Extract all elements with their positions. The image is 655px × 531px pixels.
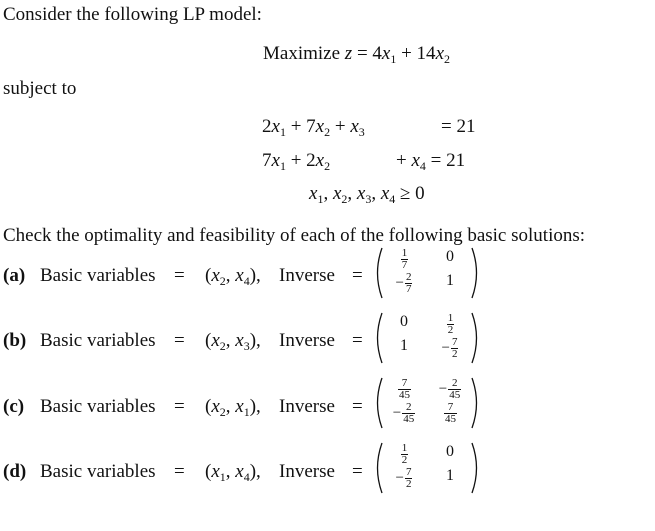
matrix-cell-21: − $\frac{7}{2}$ xyxy=(395,466,412,490)
equals-sign: = xyxy=(174,461,185,482)
equals-sign: = xyxy=(352,396,363,417)
left-paren-icon xyxy=(372,246,384,300)
solution-label: (b) xyxy=(3,330,27,351)
matrix-cell-22: − $\frac{7}{2}$ xyxy=(441,336,458,360)
matrix-cell-22: 1 xyxy=(446,467,454,484)
equals-sign: = xyxy=(352,330,363,351)
constraint-1: $2x_1 + 7x_2 + x_3$ xyxy=(262,116,365,139)
matrix-cell-22: $\frac{7}{45}$ xyxy=(445,401,456,425)
equals-sign: = xyxy=(174,396,185,417)
inverse-label: Inverse xyxy=(279,265,335,286)
right-paren-icon xyxy=(470,441,482,495)
matrix-cell-12: $\frac{1}{2}$ xyxy=(447,312,454,336)
matrix-cell-11: 0 xyxy=(400,313,408,330)
basic-variables-label: Basic variables xyxy=(40,461,156,482)
basic-variables-set: ($x_2$, $x_3$), xyxy=(205,330,261,353)
matrix-cell-12: 0 xyxy=(446,248,454,265)
basic-variables-label: Basic variables xyxy=(40,265,156,286)
matrix-cell-21: 1 xyxy=(400,337,408,354)
inverse-matrix-d xyxy=(372,441,482,495)
constraint-2-rhs: + $x_4 = 21$ xyxy=(396,150,466,173)
intro-text: Consider the following LP model: xyxy=(3,4,262,25)
basic-variables-set: ($x_1$, $x_4$), xyxy=(205,461,261,484)
equals-sign: = xyxy=(352,461,363,482)
solution-label: (a) xyxy=(3,265,26,286)
matrix-cell-11: $\frac{7}{45}$ xyxy=(399,377,410,401)
solution-label: (d) xyxy=(3,461,27,482)
matrix-cell-11: $\frac{1}{2}$ xyxy=(401,442,408,466)
equals-sign: = xyxy=(352,265,363,286)
inverse-matrix-b xyxy=(372,311,482,365)
inverse-label: Inverse xyxy=(279,330,335,351)
right-paren-icon xyxy=(470,311,482,365)
matrix-cell-21: − $\frac{2}{45}$ xyxy=(392,401,415,425)
matrix-cell-22: 1 xyxy=(446,272,454,289)
constraint-1-rhs: = 21 xyxy=(441,116,476,137)
subject-to-label: subject to xyxy=(3,78,77,99)
constraint-2: $7x_1 + 2x_2$ xyxy=(262,150,331,173)
objective-function: Maximize $z = 4x_1 + 14x_2$ xyxy=(263,43,450,66)
inverse-matrix-a xyxy=(372,246,482,300)
right-paren-icon xyxy=(470,246,482,300)
instruction-text: Check the optimality and feasibility of each of the following basic solutions: xyxy=(3,225,586,246)
matrix-cell-21: − $\frac{2}{7}$ xyxy=(395,271,412,295)
matrix-cell-12: − $\frac{2}{45}$ xyxy=(438,377,461,401)
right-paren-icon xyxy=(470,376,482,430)
inverse-label: Inverse xyxy=(279,461,335,482)
basic-variables-set: ($x_2$, $x_4$), xyxy=(205,265,261,288)
matrix-cell-11: $\frac{1}{7}$ xyxy=(401,247,408,271)
basic-variables-set: ($x_2$, $x_1$), xyxy=(205,396,261,419)
left-paren-icon xyxy=(372,311,384,365)
matrix-cell-12: 0 xyxy=(446,443,454,460)
left-paren-icon xyxy=(372,376,384,430)
inverse-matrix-c xyxy=(372,376,482,430)
equals-sign: = xyxy=(174,265,185,286)
nonnegativity-constraint: $x_1$, $x_2$, $x_3$, $x_4 \ge 0$ xyxy=(309,183,425,206)
left-paren-icon xyxy=(372,441,384,495)
equals-sign: = xyxy=(174,330,185,351)
basic-variables-label: Basic variables xyxy=(40,330,156,351)
basic-variables-label: Basic variables xyxy=(40,396,156,417)
solution-label: (c) xyxy=(3,396,25,417)
inverse-label: Inverse xyxy=(279,396,335,417)
